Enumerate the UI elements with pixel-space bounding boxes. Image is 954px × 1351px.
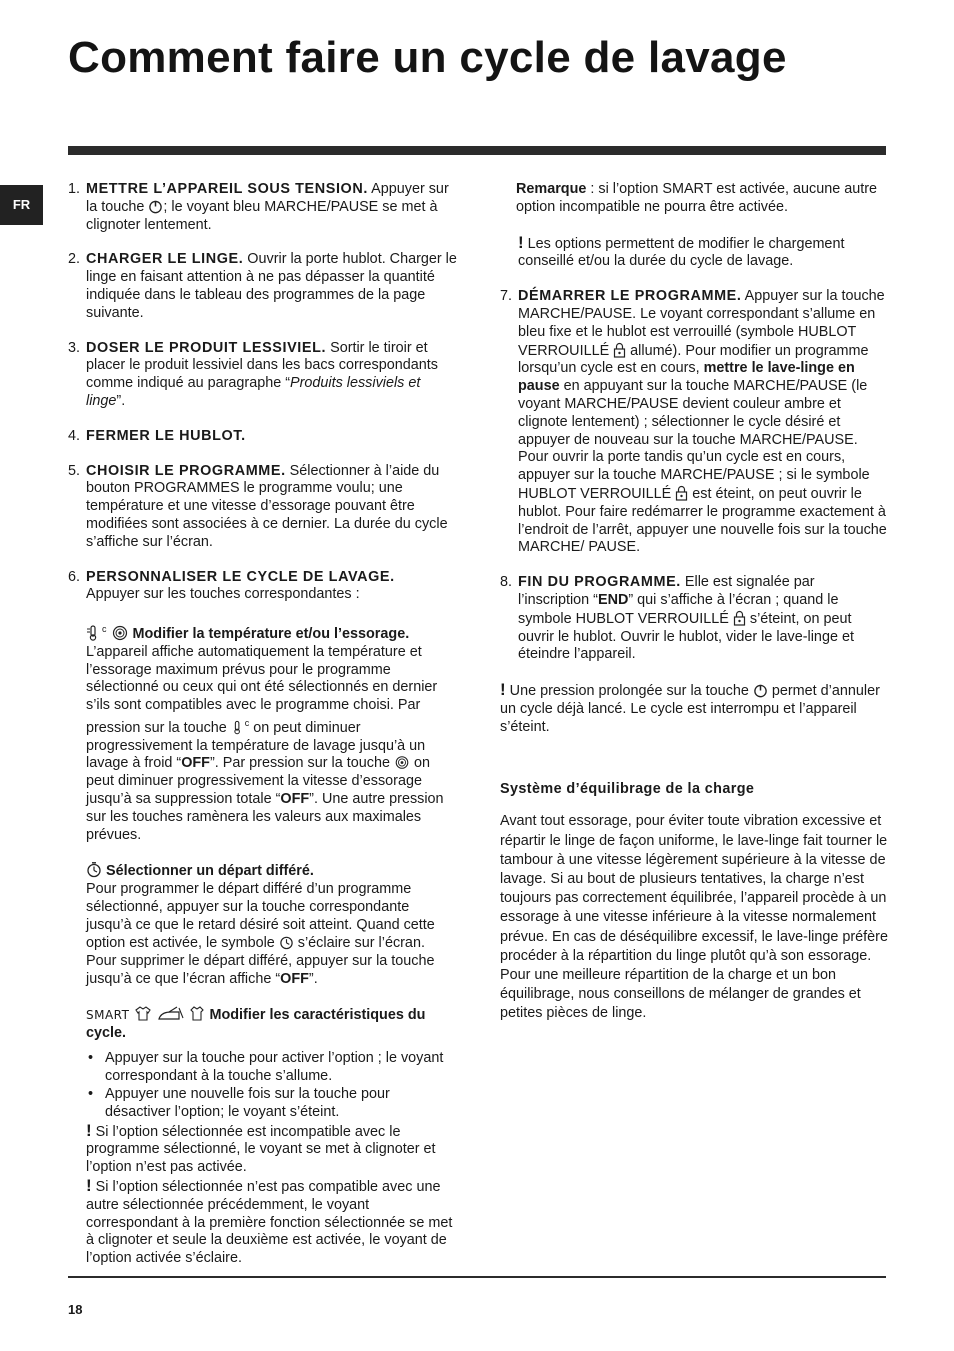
note-text: permet d’annuler un cycle déjà lancé. Le cycle est interrompu et l’appareil s’éteint. [500,683,880,735]
step-heading: FERMER LE HUBLOT. [86,427,246,444]
step-text: en appuyant sur la touche MARCHE/PAUSE (le voyant MARCHE/PAUSE devient couleur ambre et clignote lentement) ; sélectionner le cycle désiré et appuyer de nouveau sur la touche MARCHE/PAUSE. [518,378,868,448]
thermometer-icon [231,720,245,735]
iron-icon [157,1006,185,1022]
warning-text: Si l’option sélectionnée n’est pas compatible avec une autre sélectionnée précédemment, le voyant correspondant à la première fonction sélectionnée se met à clignoter et seule la deuxième est activée, le voyant de l’option activée s’éclaire. [86,1179,453,1267]
step-number: 3. [68,339,81,356]
step-number: 4. [68,427,81,444]
step-2 [68,251,458,322]
smart-logo: SMART [86,1007,130,1022]
option-text: on peut diminuer progressivement la vitesse d’essorage jusqu’à sa suppression totale “ [86,755,430,807]
thermometer-icon [86,625,102,641]
step-text: Appuyer sur les touches correspondantes : [86,586,360,603]
step-number: 1. [68,181,81,197]
balance-heading: Système d’équilibrage de la charge [500,780,755,797]
page-title: Comment faire un cycle de lavage [68,33,787,82]
option-text: s’éclaire sur l’écran. Pour supprimer le départ différé, appuyer sur la touche jusqu’à ce que l’écran affiche “ [86,935,435,988]
tshirt-icon [189,1006,205,1022]
lock-icon [675,485,688,501]
step-4 [68,428,458,446]
option-heading: Modifier la température et/ou l’essorage. [132,625,410,642]
option-text: ”. Par pression sur la touche [209,755,394,772]
shirt-icon [133,1006,153,1022]
reference-link-text: Produits lessiviels et linge [86,375,421,409]
option-text: ”. [308,971,318,988]
celsius-label: c [102,624,107,635]
step-heading: CHARGER LE LINGE. [86,251,244,268]
step-6 [68,569,458,1268]
list-item-text: Appuyer sur la touche pour activer l’option ; le voyant correspondant à la touche s’allume. [105,1050,444,1085]
step-number: 2. [68,251,81,268]
step-text: Appuyer sur la touche MARCHE/PAUSE. Le voyant correspondant s’allume en bleu fixe et le hublot est verrouillé (symbole HUBLOT VERROUILLÉ [518,288,885,359]
end-label: END [597,591,629,608]
step-heading: CHOISIR LE PROGRAMME. [86,462,286,479]
option-text: Pour programmer le départ différé d’un programme sélectionné, appuyer sur la touche correspondante jusqu’à ce que le retard désiré soit atteint. Quand cette option est activée, le symbole [86,881,435,952]
option-text: ”. Une autre pression sur les touches ramènera les valeurs aux maximales prévues. [86,790,444,843]
option-heading: Modifier les caractéristiques du cycle. [86,1006,426,1041]
step-text: Appuyer sur la touche [86,181,449,215]
option-text: L’appareil affiche automatiquement la température et l’essorage maximum prévus pour le programme sélectionné ou ceux qui ont été sélectionnés en dernier s’ils sont compatibles avec le programme choisi. Par pression sur la touche [86,643,438,736]
step-heading: FIN DU PROGRAMME. [518,574,681,591]
page-number: 18 [68,1302,83,1317]
warning-icon: ! [500,680,506,700]
language-tab: FR [0,185,43,225]
step-heading: DOSER LE PRODUIT LESSIVIEL. [86,339,327,356]
step-heading: PERSONNALISER LE CYCLE DE LAVAGE. [86,568,395,585]
note-text: Une pression prolongée sur la touche [505,683,753,700]
step-7 [500,288,888,557]
step-5 [68,463,458,552]
lock-icon [613,342,626,358]
off-label: OFF [181,755,210,772]
balance-text: Avant tout essorage, pour éviter toute vibration excessive et répartir le linge de façon uniforme, le lave-linge fait tourner le tambour à une vitesse légèrement supérieure à la vitesse de lavage. Si au bout de plusieurs tentatives, la charge n’est toujours pas correctement équilibrée, l’appareil procède à un essorage à une vitesse inférieure à la vitesse normalement prévue. En cas de déséquilibre excessif, le lave-linge préfère procéder à la répartition du linge plutôt qu’à son essorage. Pour une meilleure répartition de la charge et un bon équilibrage, nous conseillons de mélanger de grandes et petites pièces de linge. [500,813,888,1022]
spin-icon [111,625,129,641]
step-number: 5. [68,462,81,479]
timer-icon [279,934,294,950]
note-text: Les options permettent de modifier le chargement conseillé et/ou la durée du cycle de lavage. [518,235,845,270]
step-text: ; le voyant bleu MARCHE/PAUSE se met à clignoter lentement. [86,198,438,233]
lock-icon [733,610,746,626]
right-column [500,181,888,1024]
step-text: ”. [116,392,126,409]
bullet: • [88,1086,94,1103]
list-item [86,1050,458,1086]
left-column [68,181,458,1268]
warning-text: Si l’option sélectionnée est incompatible avec le programme sélectionné, le voyant se met à clignoter et l’option n’est pas activée. [86,1123,436,1176]
step-text: Pour ouvrir la porte tandis qu’un cycle est en cours, appuyer sur la touche MARCHE/PAUSE ; si le symbole HUBLOT VERROUILLÉ [518,449,870,502]
step-number: 6. [68,568,81,585]
step-text: ” qui s’affiche à l’écran ; quand le symbole HUBLOT VERROUILLÉ [518,591,839,627]
options-note [500,234,888,272]
option-text: on peut diminuer progressivement la température de lavage jusqu’à un lavage à froid “ [86,719,426,772]
remark-text: : si l’option SMART est activée, aucune autre option incompatible ne pourra être activée. [516,181,878,215]
step-text: est éteint, on peut ouvrir le hublot. Pour faire redémarrer le programme exactement à l’endroit de l’arrêt, appuyer une nouvelle fois sur la touche MARCHE/ PAUSE. [518,485,887,556]
step-1 [68,181,458,234]
step-text: Sortir le tiroir et placer le produit lessiviel dans les bacs correspondants comme indiqué au paragraphe “ [86,339,438,392]
bullet: • [88,1050,94,1067]
cancel-note [500,681,888,736]
step-text: Sélectionner à l’aide du bouton PROGRAMMES le programme voulu; une température et une vitesse d’essorage pouvant être modifiées sont associées à ce dernier. La durée du cycle s’affiche sur l’écran. [86,462,448,550]
step-heading: DÉMARRER LE PROGRAMME. [518,288,742,305]
step-number: 7. [500,288,513,305]
power-icon [753,683,768,698]
timer-icon [86,861,102,878]
step-emphasis: mettre le lave-linge en pause [518,360,855,395]
remark [500,181,888,217]
step-heading: METTRE L’APPAREIL SOUS TENSION. [86,181,368,197]
warning-icon: ! [518,232,524,252]
remark-label: Remarque [516,181,587,197]
step-text: Elle est signalée par l’inscription “ [518,574,815,608]
power-icon [148,199,163,214]
off-label: OFF [280,971,309,988]
step-number: 8. [500,574,513,591]
step-text: allumé). Pour modifier un programme lorsqu’un cycle est en cours, [518,342,869,377]
option-heading: Sélectionner un départ différé. [106,863,314,880]
step-3 [68,340,458,411]
spin-icon [394,755,410,770]
step-8 [500,574,888,664]
off-label: OFF [280,790,310,807]
warning-icon: ! [86,1176,92,1196]
warning-icon: ! [86,1120,92,1140]
bottom-divider [68,1276,886,1278]
step-text: s’éteint, on peut ouvrir le hublot. Ouvrir le hublot, vider le lave-linge et éteindre l’appareil. [518,610,854,663]
top-divider [68,146,886,155]
celsius-label: c [244,717,250,728]
step-text: Ouvrir la porte hublot. Charger le linge en faisant attention à ne pas dépasser la quantité indiquée dans le tableau des programmes de la page suivante. [86,251,457,321]
list-item-text: Appuyer une nouvelle fois sur la touche pour désactiver l’option; le voyant s’éteint. [105,1086,390,1120]
list-item [86,1086,458,1122]
